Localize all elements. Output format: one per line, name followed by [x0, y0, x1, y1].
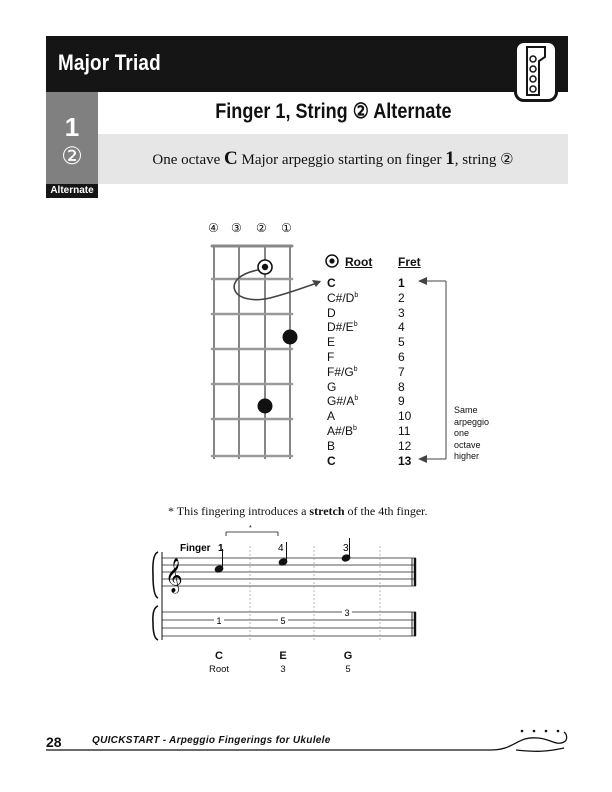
subtitle — [98, 148, 568, 170]
note-dot — [283, 330, 298, 345]
table-note-name: F#/G — [327, 364, 354, 379]
scale-degree: 5 — [345, 664, 351, 675]
arrow-head — [418, 277, 427, 285]
decor-dot — [533, 730, 536, 733]
table-fret: 1 — [398, 276, 405, 290]
table-note — [327, 454, 336, 468]
note-dot — [258, 399, 273, 414]
system-brace — [153, 552, 158, 640]
decor-dot — [545, 730, 548, 733]
table-fret: 12 — [398, 438, 412, 453]
ukulele-outline-lower — [516, 748, 564, 751]
table-note-name: C — [327, 276, 336, 290]
table-fret: 4 — [398, 320, 405, 335]
table-note-name: G#/A — [327, 394, 355, 409]
tab-fret-number: 5 — [280, 616, 286, 626]
flat-sign: b — [354, 291, 359, 299]
table-fret: 9 — [398, 394, 405, 409]
table-note-name: B — [327, 438, 336, 453]
table-note — [327, 365, 358, 379]
flat-sign: b — [353, 365, 358, 373]
side-tab-label: Alternate — [46, 184, 98, 198]
table-note-name: C — [327, 453, 336, 468]
table-note-name: G — [327, 379, 337, 394]
octave-note-line: octave — [454, 439, 481, 450]
side-tab-number: 1 — [64, 112, 80, 142]
ukulele-outline-icon — [490, 732, 567, 750]
subtitle-finger: 1 — [445, 148, 455, 169]
treble-clef-icon: 𝄞 — [165, 558, 183, 593]
flat-sign: b — [353, 321, 358, 329]
table-note-name: A#/B — [327, 424, 354, 438]
table-fret: 3 — [398, 305, 405, 320]
table-note-name: D — [327, 305, 336, 320]
stretch-note-pre: * This fingering introduces a — [168, 504, 307, 518]
octave-note-line: Same — [454, 405, 478, 415]
table-root-marker-center — [329, 258, 334, 263]
subtitle-post: , string ② — [454, 152, 514, 168]
table-note — [327, 424, 357, 438]
table-fret: 8 — [398, 379, 405, 394]
note-name: G — [343, 650, 353, 662]
finger-number: 1 — [218, 543, 224, 554]
tab-fret-number: 3 — [344, 608, 350, 618]
string-label-2: ② — [256, 221, 267, 235]
table-fret: 7 — [398, 364, 405, 379]
octave-note-line: higher — [454, 451, 480, 461]
table-note — [327, 350, 334, 364]
table-fret: 13 — [398, 453, 412, 468]
flat-sign: b — [353, 425, 357, 432]
finger-label: Finger — [180, 543, 211, 554]
table-note-name: A — [327, 409, 336, 424]
table-note — [327, 276, 336, 290]
string-label-1: ① — [281, 221, 292, 235]
page-number: 28 — [46, 734, 62, 750]
decor-dot — [557, 730, 560, 733]
stretch-bracket-mark: * — [249, 525, 252, 532]
table-fret: 2 — [398, 290, 405, 305]
octave-note-line: one — [454, 428, 470, 438]
note-name: E — [279, 650, 287, 662]
scale-degree: Root — [208, 664, 230, 675]
table-note — [327, 335, 335, 349]
subtitle-pre: One octave — [152, 152, 221, 168]
tab-fret-number: 1 — [216, 616, 222, 626]
string-label-3: ③ — [231, 221, 242, 235]
page-heading — [98, 92, 568, 134]
octave-note — [454, 405, 489, 463]
table-note-name: F — [327, 350, 335, 364]
table-note — [327, 380, 336, 394]
notation-and-tab — [150, 520, 430, 650]
table-fret: 11 — [398, 424, 411, 438]
side-tab-string: ② — [61, 143, 83, 170]
stretch-note — [168, 504, 428, 519]
table-fret: 10 — [398, 409, 412, 424]
note-name: C — [215, 650, 223, 662]
table-header-fret: Fret — [398, 255, 421, 269]
decor-dot — [521, 730, 524, 733]
stretch-note-bold: stretch — [309, 504, 345, 518]
subtitle-mid: Major arpeggio starting on finger — [241, 152, 442, 168]
table-note — [327, 291, 358, 305]
scale-degree: 3 — [280, 664, 286, 675]
table-fret: 5 — [398, 335, 405, 350]
stretch-note-post: of the 4th finger. — [347, 504, 428, 518]
table-note — [327, 394, 358, 408]
root-note-marker-center — [262, 264, 268, 270]
book-title: QUICKSTART - Arpeggio Fingerings for Ukulele — [92, 735, 331, 746]
subtitle-root: C — [224, 148, 238, 169]
table-note — [327, 306, 336, 320]
table-header-root: Root — [345, 255, 373, 269]
root-to-table-arrow — [234, 270, 320, 300]
table-note-name: D#/E — [327, 320, 354, 335]
flat-sign: b — [354, 395, 359, 403]
table-note — [327, 409, 335, 423]
octave-note-line: arpeggio — [454, 416, 490, 427]
table-note — [327, 320, 358, 334]
section-title: Major Triad — [58, 50, 161, 75]
footer-rule-decoration — [46, 726, 576, 756]
table-note — [327, 439, 335, 453]
finger-number: 3 — [343, 543, 349, 554]
table-note-name: E — [327, 335, 336, 350]
arrow-head — [418, 455, 427, 463]
string-label-4: ④ — [208, 221, 219, 235]
page-heading-text: Finger 1, String ② Alternate — [214, 100, 452, 123]
table-fret: 6 — [398, 350, 405, 364]
table-note-name: C#/D — [327, 290, 355, 305]
finger-number: 4 — [278, 543, 284, 554]
